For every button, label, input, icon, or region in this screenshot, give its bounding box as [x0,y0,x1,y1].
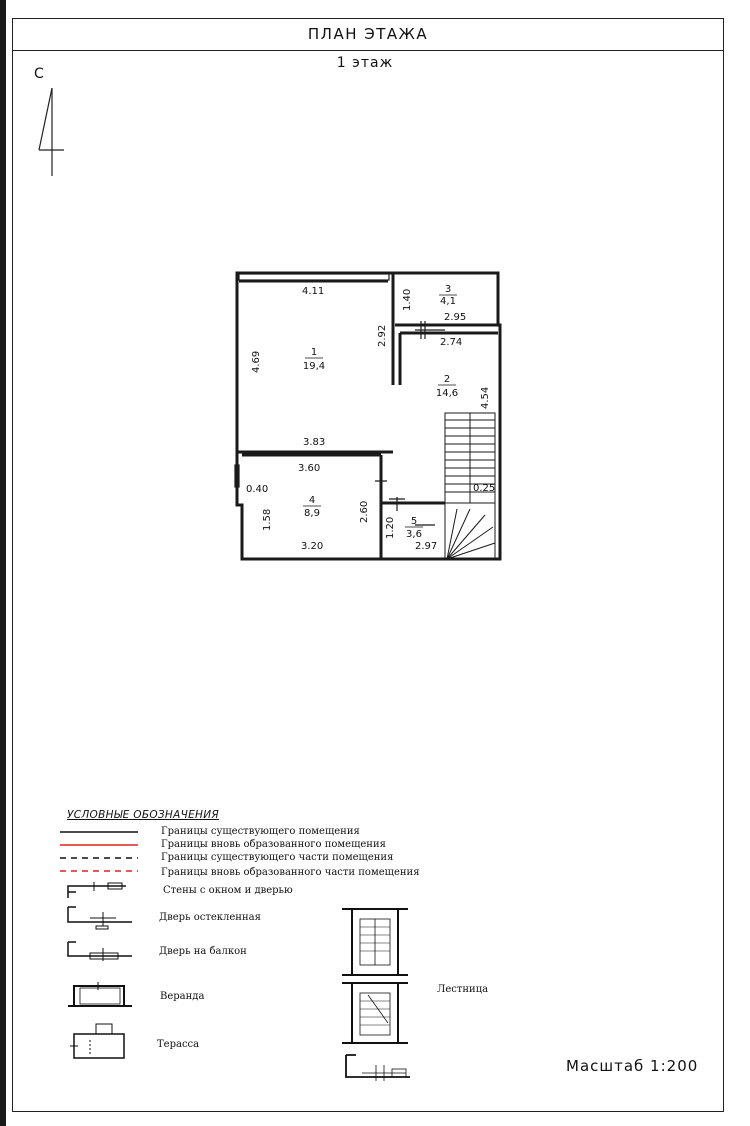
room1-number: 1 [310,347,318,358]
dim-room5-bottom: 2.97 [415,541,438,552]
dim-room4-left: 1.58 [262,508,273,531]
dim-room4-right: 2.60 [359,500,370,523]
dim-room3-left: 1.40 [402,288,413,311]
room4-number: 4 [308,495,316,506]
legend-label-veranda: Веранда [160,991,205,1002]
legend-label-existing-part: Границы существующего части помещения [161,852,394,863]
page-edge-shadow [0,0,6,1126]
legend-label-balcony-door: Дверь на балкон [159,946,247,957]
stairs-legend-icon [340,905,420,1085]
floor-plan [225,265,515,570]
legend-title: УСЛОВНЫЕ ОБОЗНАЧЕНИЯ [67,809,219,821]
wall-window-door-icon [64,880,134,900]
dim-stair-gap: 0.25 [473,483,496,494]
scale-label: Масштаб 1:200 [566,1057,699,1075]
dim-room4-top: 3.60 [298,463,321,474]
dim-room2-top: 2.74 [440,337,463,348]
legend-line-samples [58,826,142,876]
legend-label-glazed-door: Дверь остекленная [159,912,261,923]
dim-room5-left: 1.20 [385,516,396,539]
room1-area: 19,4 [302,361,326,372]
legend-label-existing-room: Границы существующего помещения [161,826,360,837]
north-arrow-icon [34,84,70,180]
balcony-door-icon [66,940,136,964]
dim-room1-left: 4.69 [251,350,262,373]
dim-room4-bottom: 3.20 [301,541,324,552]
room5-area: 3,6 [406,529,422,540]
room3-number: 3 [444,284,452,295]
room4-area: 8,9 [304,508,320,519]
dim-room2-right: 4.54 [480,386,491,409]
glazed-door-icon [66,904,136,930]
dim-room4-niche: 0.40 [246,484,269,495]
dim-room3-bottom: 2.95 [444,312,467,323]
terrace-icon [66,1020,132,1062]
dim-room1-top: 4.11 [302,286,325,297]
floor-label: 1 этаж [336,55,394,71]
north-label: С [34,66,44,82]
window-room1-top [239,274,389,280]
dim-room1-bottom: 3.83 [303,437,326,448]
veranda-icon [66,980,134,1010]
room2-number: 2 [443,374,451,385]
legend-label-walls: Стены с окном и дверью [163,885,293,896]
legend-label-new-room: Границы вновь образованного помещения [161,839,386,850]
legend-label-new-part: Границы вновь образованного части помещения [161,867,420,878]
room2-area: 14,6 [435,388,459,399]
door-room4 [375,470,387,493]
legend-label-terrace: Терасса [157,1039,200,1050]
sheet-title-text: ПЛАН ЭТАЖА [307,25,429,43]
legend-label-stairs: Лестница [437,984,489,995]
sheet-title [12,18,724,51]
room3-area: 4,1 [440,296,456,307]
room5-number: 5 [410,516,418,527]
dim-room1-right: 2.92 [377,324,388,347]
